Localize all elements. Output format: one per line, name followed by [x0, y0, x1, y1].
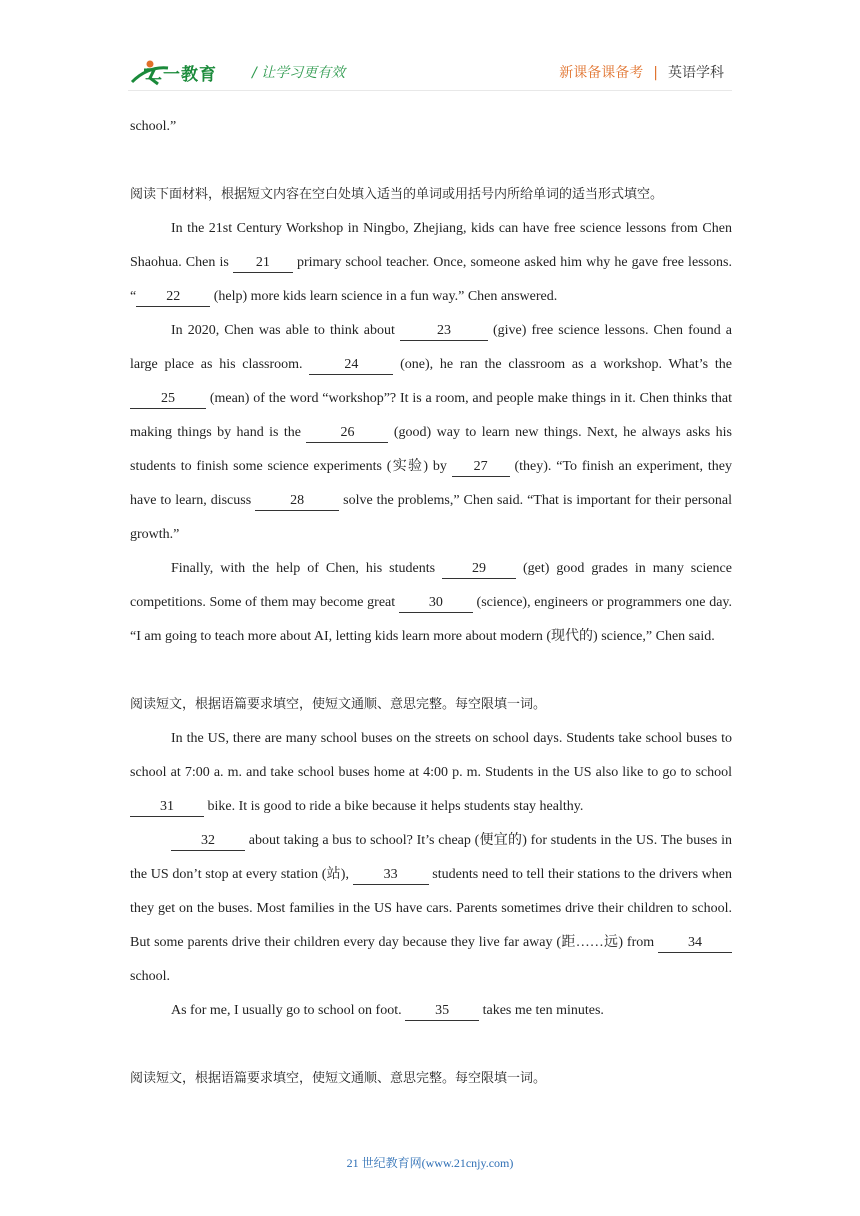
section1-paragraph-3: Finally, with the help of Chen, his students 29 (get) good grades in many science competitions. Some of them may become great 30 (science), engineers or programmers one day. “I am going to teach more about AI, letting kids learn more about modern (现代的) science,” Chen said.: [130, 561, 733, 644]
section2-instruction: 阅读短文，根据语篇要求填空，使短文通顺、意思完整。每空限填一词。: [130, 697, 547, 712]
blank-34: 34: [658, 934, 732, 953]
logo-text: 二一教育: [145, 65, 217, 85]
section3-instruction: 阅读短文，根据语篇要求填空，使短文通顺、意思完整。每空限填一词。: [130, 1071, 547, 1086]
section2-paragraph-3: As for me, I usually go to school on foot. 35 takes me ten minutes.: [130, 994, 732, 1028]
blank-23: 23: [400, 322, 488, 341]
blank-30: 30: [399, 594, 473, 613]
header-divider: [128, 90, 732, 91]
section2-paragraph-2: 32 about taking a bus to school? It’s cheap (便宜的) for students in the US. The buses in the US don’t stop at every station (站), 33 students need to tell their stations to the drivers when they get on the buses. Most families in the US have cars. Parents sometimes drive their children to school. But some parents drive their children every day because they live far away (距……远) from 34 school.: [130, 833, 732, 984]
blank-35: 35: [405, 1002, 479, 1021]
blank-26: 26: [306, 424, 388, 443]
page-header: [0, 0, 860, 100]
page-footer: 21 世纪教育网(www.21cnjy.com): [346, 1156, 514, 1170]
header-subject: 英语学科: [668, 65, 724, 81]
blank-21: 21: [233, 254, 293, 273]
blank-25: 25: [130, 390, 206, 409]
carryover-text: school.”: [130, 119, 177, 134]
blank-28: 28: [255, 492, 339, 511]
header-course: 新课备课备考: [559, 65, 644, 81]
blank-27: 27: [452, 458, 510, 477]
section1-instruction: 阅读下面材料，根据短文内容在空白处填入适当的单词或用括号内所给单词的适当形式填空。: [130, 187, 664, 202]
header-slogan: / 让学习更有效: [252, 65, 346, 81]
blank-31: 31: [130, 798, 204, 817]
document-body: [130, 110, 732, 1096]
section2-paragraph-1: In the US, there are many school buses on the streets on school days. Students take school buses to school at 7:00 a. m. and take school buses home at 4:00 p. m. Students in the US also like to go to school 31 bike. It is good to ride a bike because it helps students stay healthy.: [130, 722, 732, 824]
header-separator: |: [653, 65, 658, 81]
blank-24: 24: [309, 356, 393, 375]
blank-32: 32: [171, 832, 245, 851]
section1-paragraph-1: In the 21st Century Workshop in Ningbo, Zhejiang, kids can have free science lessons from Chen Shaohua. Chen is 21 primary school teacher. Once, someone asked him why he gave free lessons. “ 22 (help) more kids learn science in a fun way.” Chen answered.: [130, 212, 732, 314]
section1-paragraph-2: In 2020, Chen was able to think about 23 (give) free science lessons. Chen found a large place as his classroom. 24 (one), he ran the classroom as a workshop. What’s the 25 (mean) of the word “workshop”? It is a room, and people make things in it. Chen thinks that making things by hand is the 26 (good) way to learn new things. Next, he always asks his students to finish some science experiments (实验) by 27 (they). “To finish an experiment, they have to learn, discuss 28 solve the problems,” Chen said. “That is important for their personal growth.”: [130, 323, 733, 542]
header-course-info: [559, 62, 724, 82]
blank-22: 22: [136, 288, 210, 307]
blank-29: 29: [442, 560, 516, 579]
blank-33: 33: [353, 866, 429, 885]
